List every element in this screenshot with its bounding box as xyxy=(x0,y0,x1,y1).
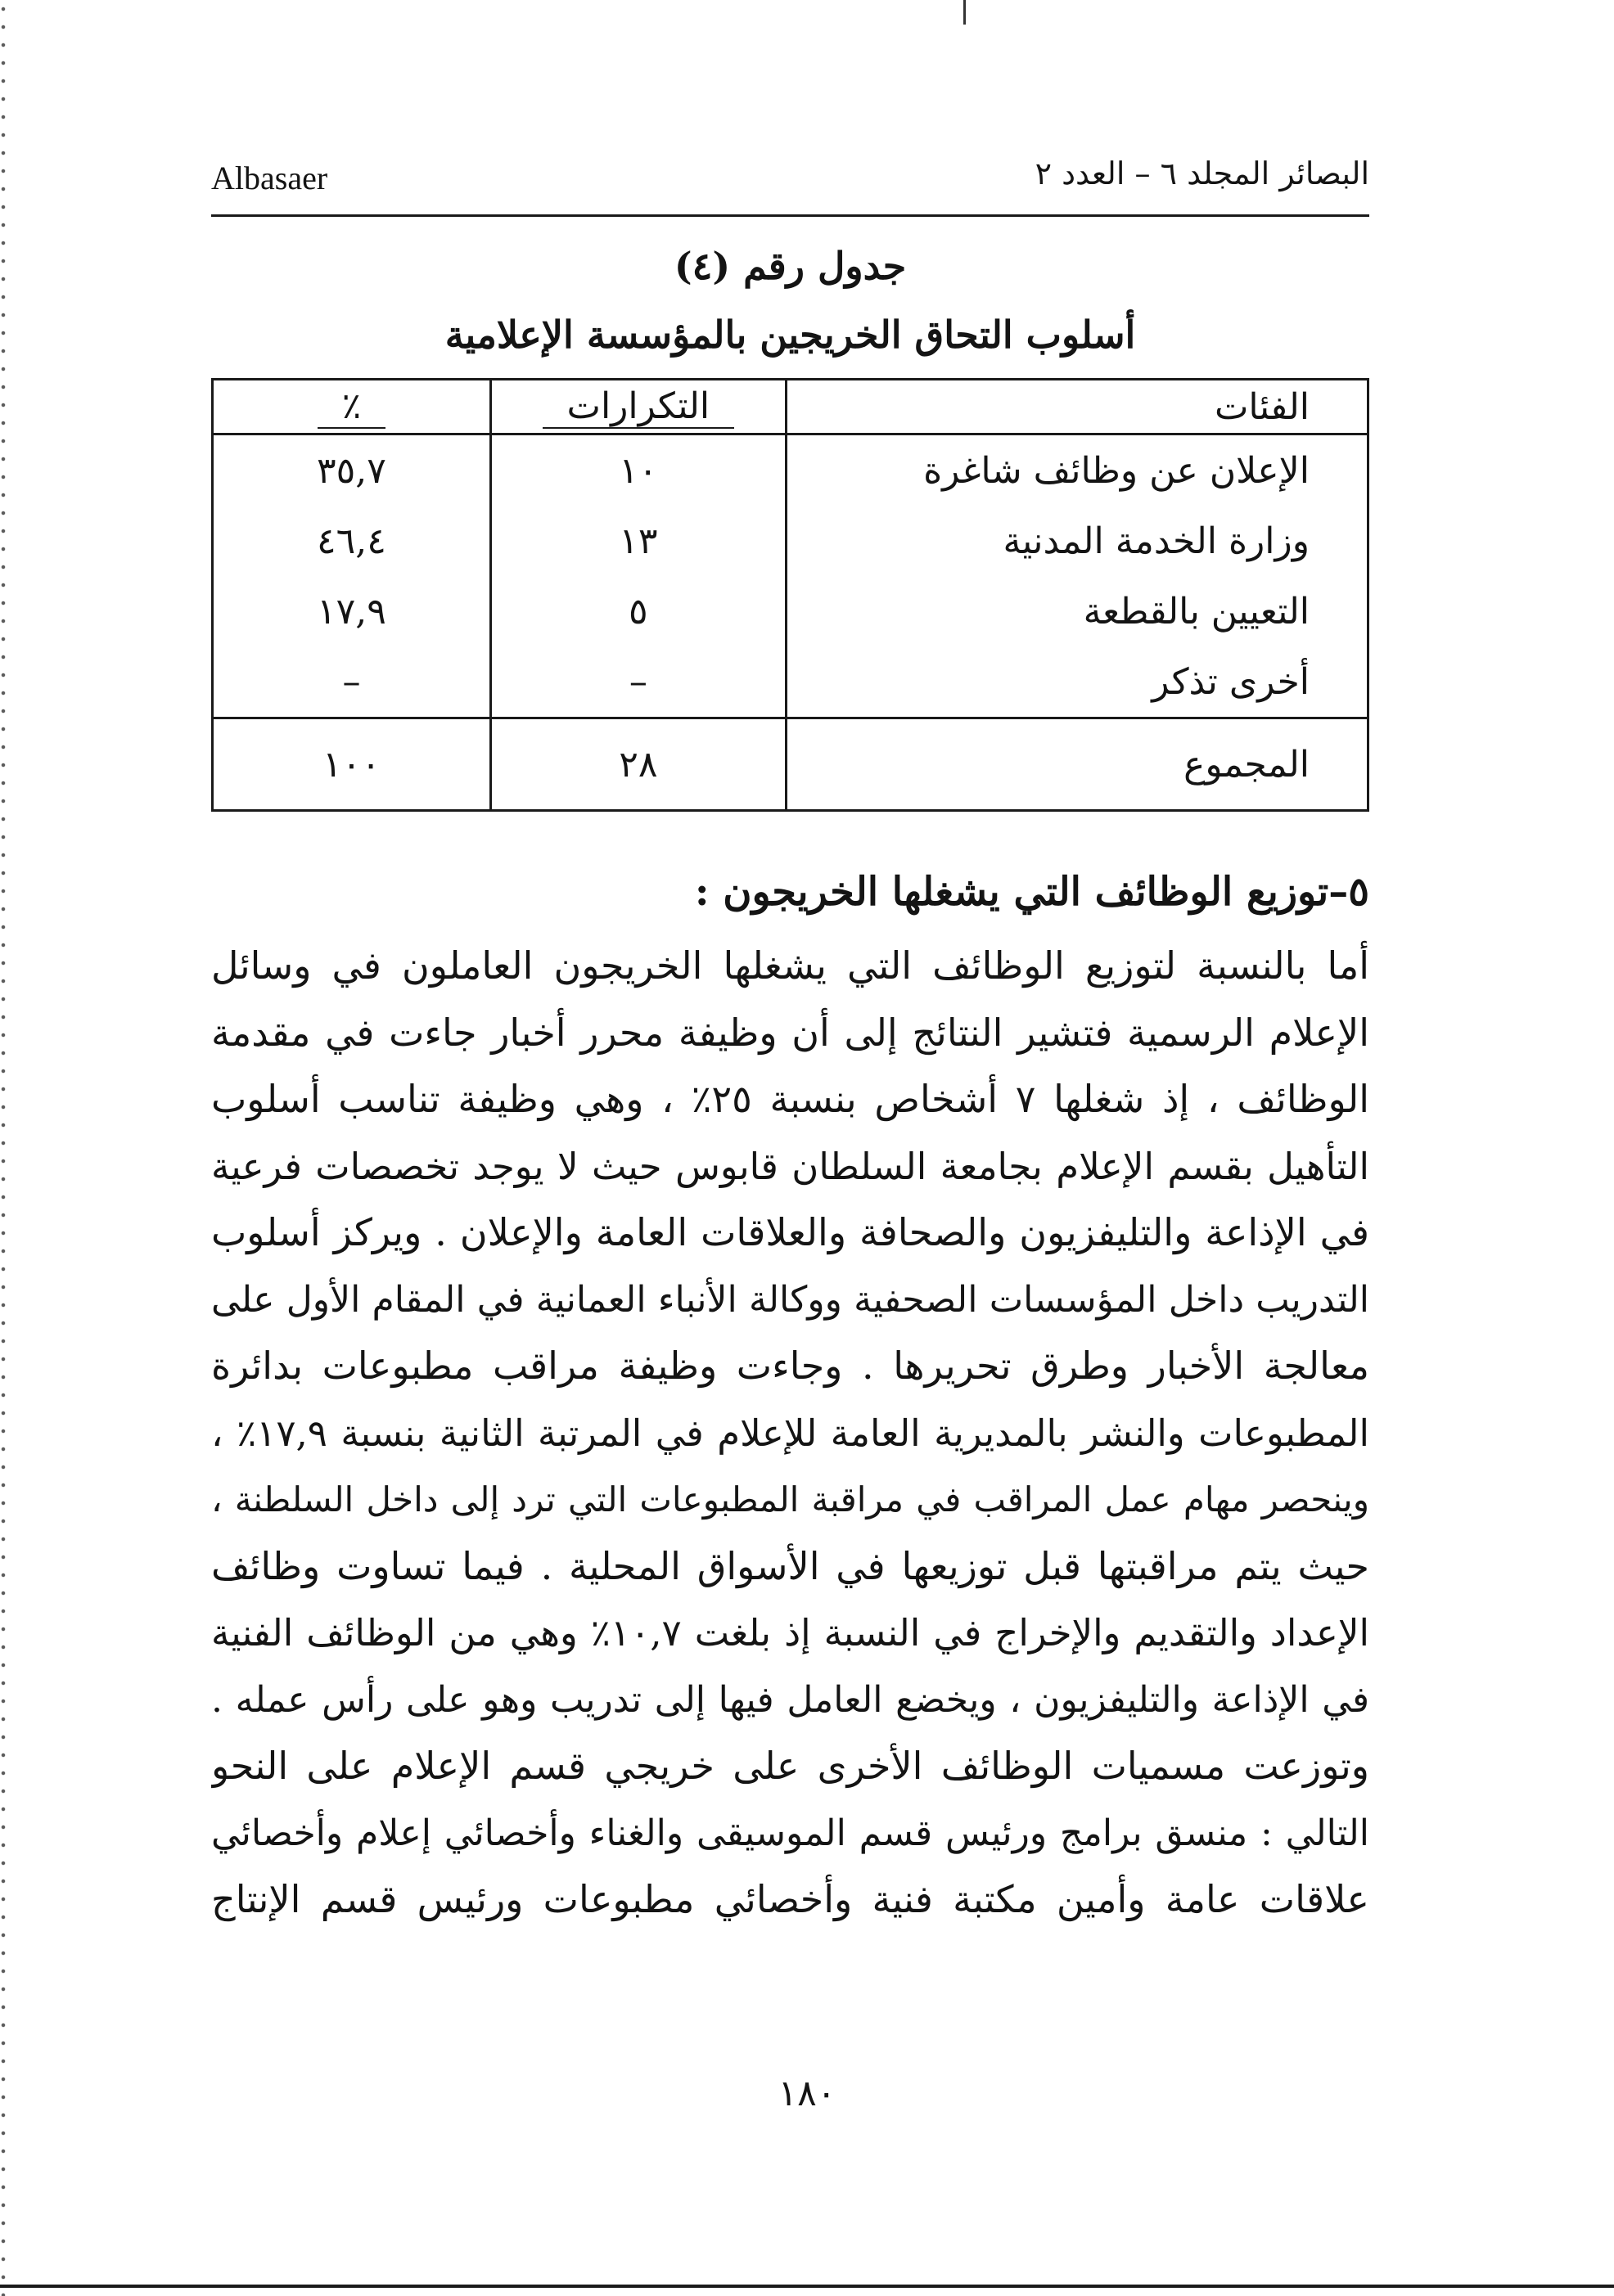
column-header-percent-label: ٪ xyxy=(318,386,386,429)
binding-edge xyxy=(0,0,7,2296)
paragraph-line: وينحصر مهام عمل المراقب في مراقبة المطبوعات التي ترد إلى داخل السلطنة ، xyxy=(211,1479,1369,1519)
journal-name-latin: Albasaer xyxy=(211,160,328,196)
row-percent: – xyxy=(213,646,491,718)
paragraph-line: معالجة الأخبار وطرق تحريرها . وجاءت وظيفة مراقب مطبوعات بدائرة xyxy=(211,1344,1369,1388)
total-category: المجموع xyxy=(786,718,1368,811)
paragraph-line: في الإذاعة والتليفزيون ، ويخضع العامل فيها إلى تدريب وهو على رأس عمله . xyxy=(211,1678,1369,1721)
row-percent: ٤٦,٤ xyxy=(213,506,491,576)
paragraph-line: الإعلام الرسمية فتشير النتائج إلى أن وظيفة محرر أخبار جاءت في مقدمة xyxy=(211,1010,1369,1055)
row-frequency: ١٠ xyxy=(490,434,786,506)
row-category: التعيين بالقطعة xyxy=(786,576,1368,646)
paragraph-line: وتوزعت مسميات الوظائف الأخرى على خريجي قسم الإعلام على النحو xyxy=(211,1744,1369,1788)
table-header-row xyxy=(213,380,1368,434)
section-heading: ٥–توزيع الوظائف التي يشغلها الخريجون : xyxy=(694,869,1369,915)
total-frequency: ٢٨ xyxy=(490,718,786,811)
header-divider xyxy=(211,214,1369,217)
paragraph-line: حيث يتم مراقبتها قبل توزيعها في الأسواق المحلية . فيما تساوت وظائف xyxy=(211,1543,1369,1588)
paragraph-line: المطبوعات والنشر بالمديرية العامة للإعلام في المرتبة الثانية بنسبة ١٧,٩٪ ، xyxy=(211,1411,1369,1455)
paragraph-line: الوظائف ، إذ شغلها ٧ أشخاص بنسبة ٢٥٪ ، وهي وظيفة تناسب أسلوب xyxy=(211,1077,1369,1121)
row-frequency: ٥ xyxy=(490,576,786,646)
table-row xyxy=(213,576,1368,646)
paragraph-line: التالي : منسق برامج ورئيس قسم الموسيقى والغناء وأخصائي إعلام وأخصائي xyxy=(211,1812,1369,1854)
column-header-frequency xyxy=(490,380,786,434)
column-header-category: الفئات xyxy=(786,380,1368,434)
table-number-caption: جدول رقم (٤) xyxy=(674,244,907,288)
top-mark xyxy=(963,0,966,25)
paragraph-line: التأهيل بقسم الإعلام بجامعة السلطان قابوس حيث لا يوجد تخصصات فرعية xyxy=(211,1144,1369,1188)
table-row xyxy=(213,646,1368,718)
table-title: أسلوب التحاق الخريجين بالمؤسسة الإعلامية xyxy=(444,313,1136,357)
total-percent: ١٠٠ xyxy=(213,718,491,811)
paragraph-line: في الإذاعة والتليفزيون والصحافة والعلاقات العامة والإعلان . ويركز أسلوب xyxy=(211,1210,1369,1254)
data-table xyxy=(211,378,1369,812)
paragraph-line: التدريب داخل المؤسسات الصحفية ووكالة الأنباء العمانية في المقام الأول على xyxy=(211,1278,1369,1321)
column-header-frequency-label: التكرارات xyxy=(543,386,735,429)
paragraph-line: الإعداد والتقديم والإخراج في النسبة إذ بلغت ١٠,٧٪ وهي من الوظائف الفنية xyxy=(211,1611,1369,1654)
body-paragraph xyxy=(211,933,1369,1934)
row-frequency: – xyxy=(490,646,786,718)
table-total-row xyxy=(213,718,1368,811)
row-category: وزارة الخدمة المدنية xyxy=(786,506,1368,576)
running-header xyxy=(211,155,1369,205)
table-row xyxy=(213,506,1368,576)
journal-name-arabic: البصائر المجلد ٦ – العدد ٢ xyxy=(1035,155,1369,191)
paragraph-line: أما بالنسبة لتوزيع الوظائف التي يشغلها الخريجون العاملون في وسائل xyxy=(211,943,1369,988)
bottom-edge xyxy=(0,2285,1614,2288)
column-header-percent xyxy=(213,380,491,434)
row-percent: ١٧,٩ xyxy=(213,576,491,646)
row-percent: ٣٥,٧ xyxy=(213,434,491,506)
page-number: ١٨٠ xyxy=(778,2073,836,2114)
row-frequency: ١٣ xyxy=(490,506,786,576)
paragraph-line: علاقات عامة وأمين مكتبة فنية وأخصائي مطبوعات ورئيس قسم الإنتاج xyxy=(211,1877,1369,1921)
table-row xyxy=(213,434,1368,506)
row-category: أخرى تذكر xyxy=(786,646,1368,718)
row-category: الإعلان عن وظائف شاغرة xyxy=(786,434,1368,506)
